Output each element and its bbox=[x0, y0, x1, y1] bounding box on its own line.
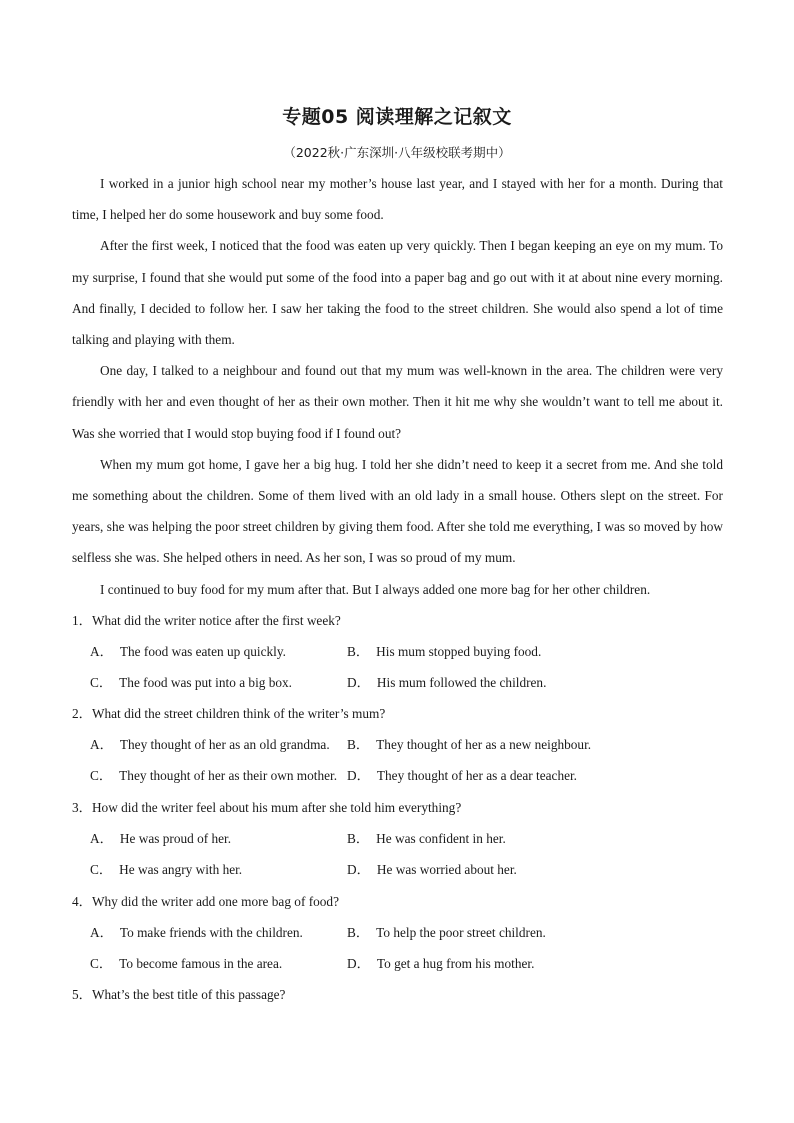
option-b[interactable]: B． To help the poor street children. bbox=[347, 925, 546, 941]
option-c[interactable]: C． To become famous in the area. bbox=[90, 956, 283, 972]
question-number: 3． bbox=[72, 800, 92, 815]
option-a[interactable]: A． They thought of her as an old grandma. bbox=[90, 737, 330, 753]
option-b[interactable]: B． He was confident in her. bbox=[347, 831, 506, 847]
question-text: What did the writer notice after the first week? bbox=[91, 613, 341, 628]
question-number: 2． bbox=[72, 706, 92, 721]
question-text: What’s the best title of this passage? bbox=[91, 987, 286, 1002]
question-4 bbox=[72, 886, 723, 980]
option-d[interactable]: D． His mum followed the children. bbox=[347, 675, 547, 691]
option-d[interactable]: D． He was worried about her. bbox=[347, 862, 517, 878]
question-number: 4． bbox=[72, 894, 92, 909]
question-number: 5． bbox=[72, 987, 92, 1002]
option-b[interactable]: B． They thought of her as a new neighbour. bbox=[347, 737, 592, 753]
passage-paragraph: I continued to buy food for my mum after that. But I always added one more bag for her other children. bbox=[100, 581, 651, 597]
page-title: 专题05 阅读理解之记叙文 bbox=[282, 106, 512, 128]
option-d[interactable]: D． They thought of her as a dear teacher. bbox=[347, 768, 578, 784]
reading-passage bbox=[72, 168, 723, 605]
option-a[interactable]: A． To make friends with the children. bbox=[90, 925, 303, 941]
option-c[interactable]: C． He was angry with her. bbox=[90, 862, 243, 878]
option-c[interactable]: C． The food was put into a big box. bbox=[90, 675, 293, 691]
option-b[interactable]: B． His mum stopped buying food. bbox=[347, 644, 542, 660]
passage-paragraph: When my mum got home, I gave her a big hug. I told her she didn’t need to keep it a secret from me. And she told me something about the children. Some of them lived with an old lady in a small house. Others slept on the street. For years, she was helping the poor street children by giving them food. After she told me everything, I was so moved by how selfless she was. She helped others in need. As her son, I was so proud of my mum. bbox=[72, 456, 723, 566]
source-note: （2022秋·广东深圳·八年级校联考期中） bbox=[283, 145, 511, 160]
question-text: How did the writer feel about his mum after she told him everything? bbox=[91, 800, 462, 815]
option-a[interactable]: A． The food was eaten up quickly. bbox=[90, 644, 286, 660]
option-c[interactable]: C． They thought of her as their own mother. bbox=[90, 768, 338, 784]
option-d[interactable]: D． To get a hug from his mother. bbox=[347, 956, 535, 972]
question-text: What did the street children think of the writer’s mum? bbox=[91, 706, 386, 721]
passage-paragraph: I worked in a junior high school near my mother’s house last year, and I stayed with her for a month. During that time, I helped her do some housework and buy some food. bbox=[72, 176, 723, 223]
question-2 bbox=[72, 698, 723, 792]
question-3 bbox=[72, 792, 723, 886]
passage-paragraph: One day, I talked to a neighbour and found out that my mum was well-known in the area. The children were very friendly with her and even thought of her as their own mother. Then it hit me why she wouldn’t want to tell me about it. Was she worried that I would stop buying food if I found out? bbox=[72, 363, 723, 441]
option-a[interactable]: A． He was proud of her. bbox=[90, 831, 232, 847]
question-number: 1． bbox=[72, 613, 92, 628]
question-text: Why did the writer add one more bag of food? bbox=[91, 894, 339, 909]
passage-paragraph: After the first week, I noticed that the food was eaten up very quickly. Then I began keeping an eye on my mum. To my surprise, I found that she would put some of the food into a paper bag and go out with it at about nine every morning. And finally, I decided to follow her. I saw her taking the food to the street children. She would also spend a lot of time talking and playing with them. bbox=[72, 238, 723, 348]
question-1 bbox=[72, 605, 723, 699]
question-5 bbox=[72, 979, 723, 1010]
